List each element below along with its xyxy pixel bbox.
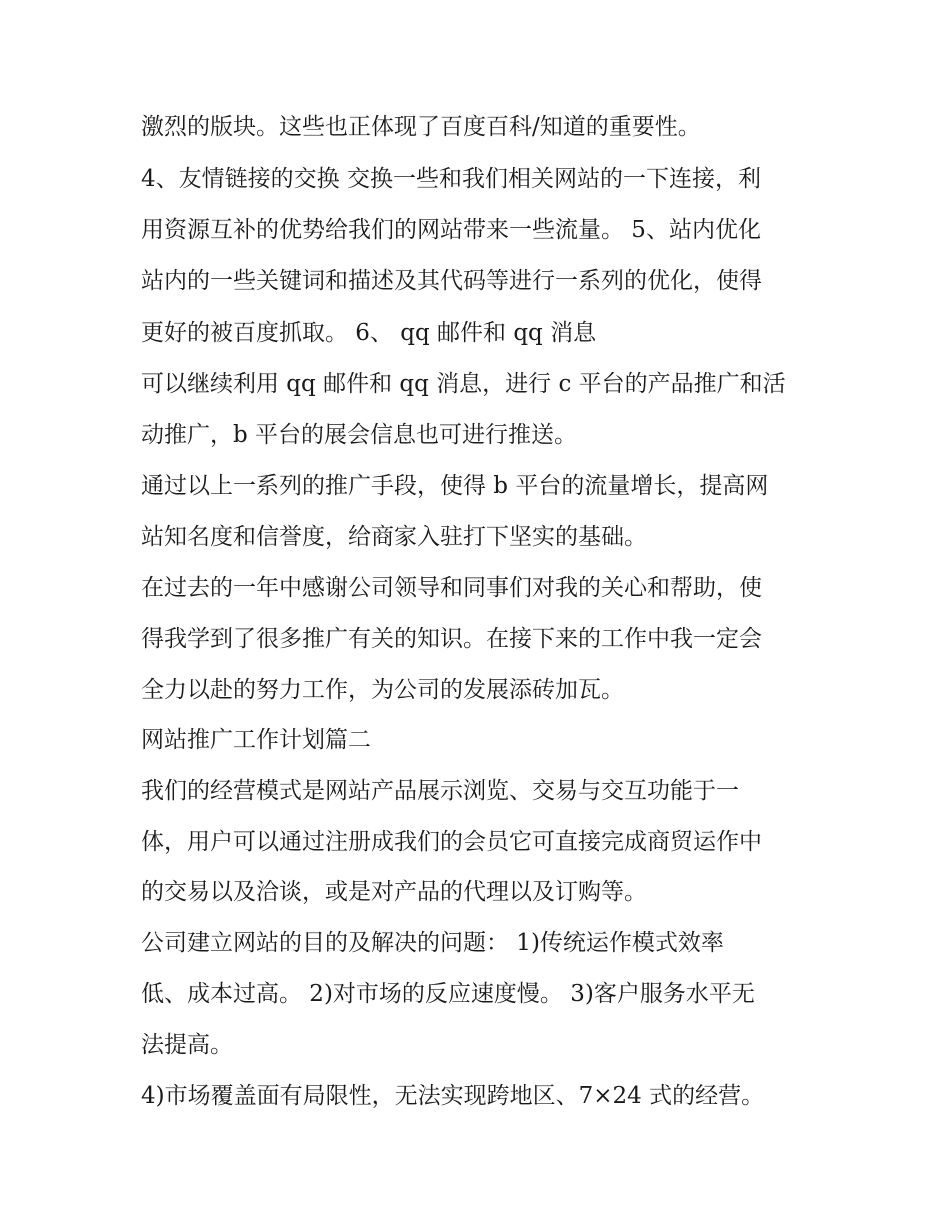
text-line: 法提高。 [141,1032,233,1058]
text-line: 在过去的一年中感谢公司领导和同事们对我的关心和帮助，使 [141,575,762,601]
text-line: 我们的经营模式是网站产品展示浏览、交易与交互功能于一 [141,778,739,804]
text-line: 4)市场覆盖面有局限性，无法实现跨地区、7×24 式的经营。 [141,1083,765,1109]
text-line: 的交易以及洽谈，或是对产品的代理以及订购等。 [141,879,647,905]
text-line: 通过以上一系列的推广手段，使得 b 平台的流量增长，提高网 [141,473,769,499]
text-line: 低、成本过高。 2)对市场的反应速度慢。 3)客户服务水平无 [141,981,755,1007]
text-line: 体，用户可以通过注册成我们的会员它可直接完成商贸运作中 [141,829,762,855]
text-line: 激烈的版块。这些也正体现了百度百科/知道的重要性。 [141,114,701,140]
text-line: 4、友情链接的交换 交换一些和我们相关网站的一下连接，利 [141,166,761,192]
text-line: 公司建立网站的目的及解决的问题： 1)传统运作模式效率 [141,930,724,956]
text-line: 更好的被百度抓取。 6、 qq 邮件和 qq 消息 [141,320,597,346]
text-line: 站内的一些关键词和描述及其代码等进行一系列的优化，使得 [141,268,762,294]
text-line: 站知名度和信誉度，给商家入驻打下坚实的基础。 [141,524,647,550]
text-line: 可以继续利用 qq 邮件和 qq 消息，进行 c 平台的产品推广和活 [141,371,786,397]
text-line: 用资源互补的优势给我们的网站带来一些流量。 5、站内优化 [141,217,761,243]
text-line: 全力以赴的努力工作，为公司的发展添砖加瓦。 [141,677,624,703]
text-line: 得我学到了很多推广有关的知识。在接下来的工作中我一定会 [141,626,762,652]
text-line: 动推广，b 平台的展会信息也可进行推送。 [141,422,578,448]
section-heading: 网站推广工作计划篇二 [141,727,371,753]
